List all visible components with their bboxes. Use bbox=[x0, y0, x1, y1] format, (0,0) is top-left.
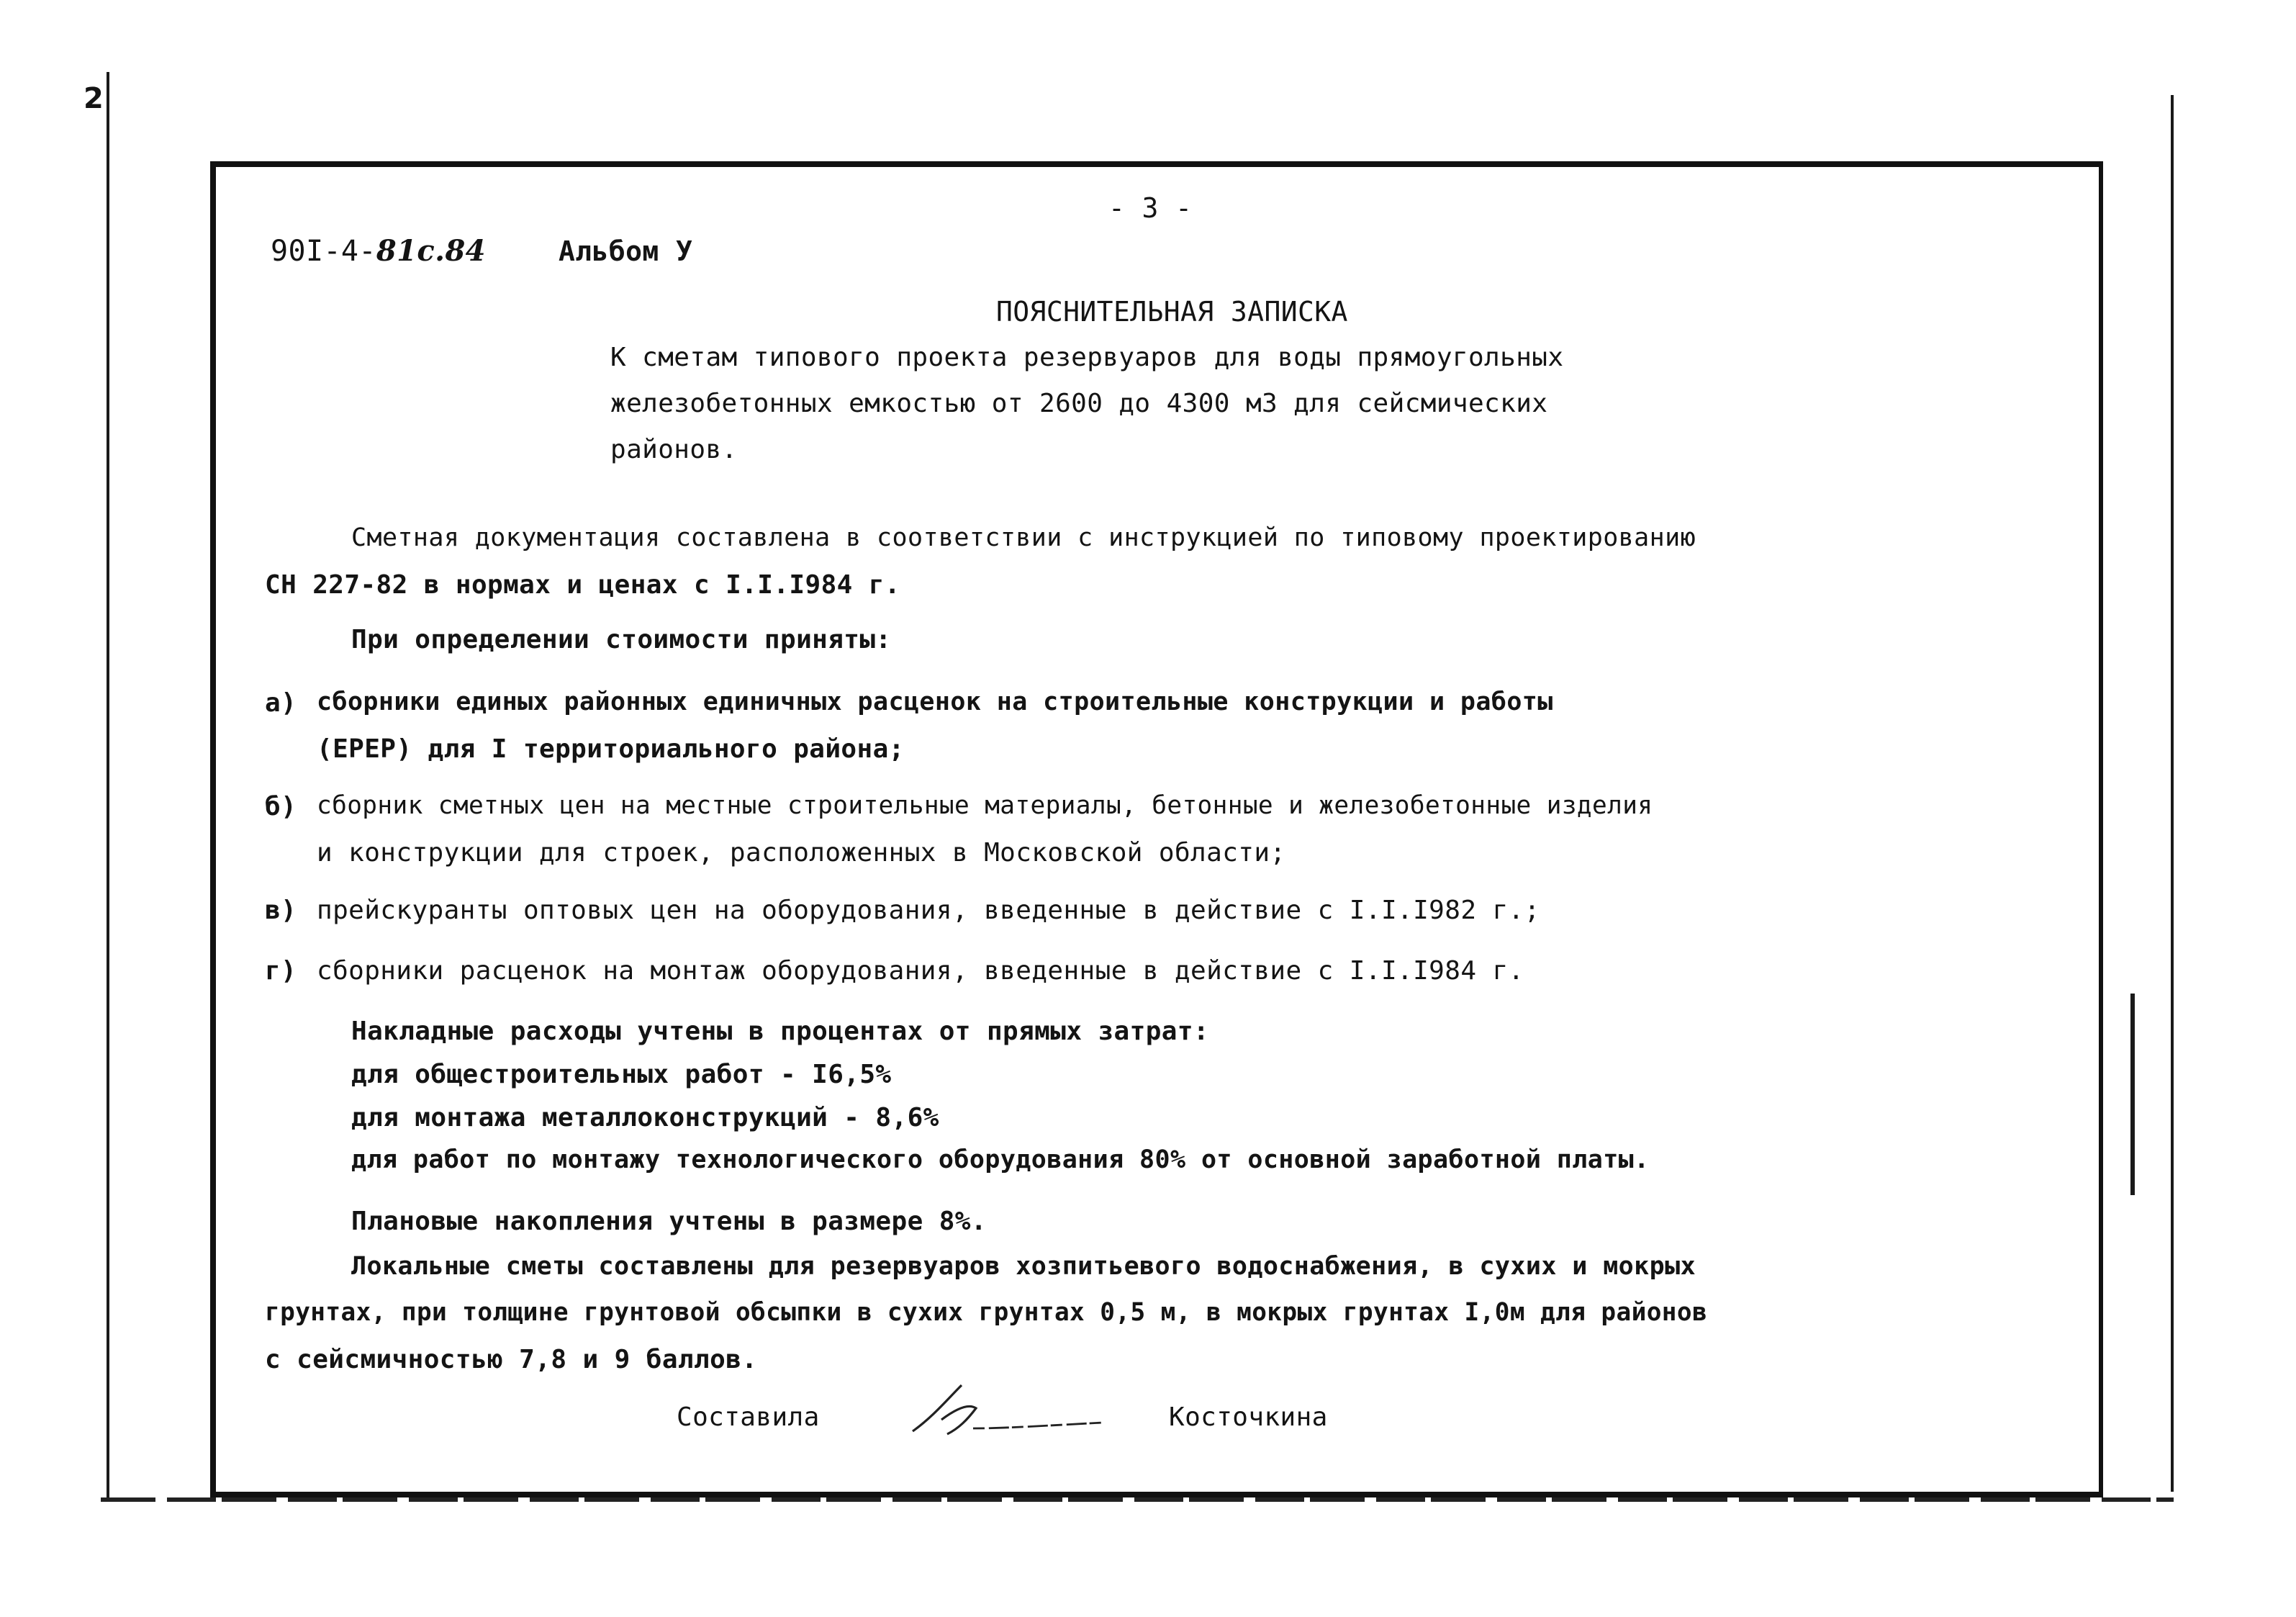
local-estimates-line-3: с сейсмичностью 7,8 и 9 баллов. bbox=[265, 1345, 758, 1375]
overhead-line-3: для монтажа металлоконструкций - 8,6% bbox=[351, 1103, 939, 1133]
subtitle-line-1: К сметам типового проекта резервуаров для воды прямоугольных bbox=[610, 343, 1564, 373]
signature-label: Составила bbox=[677, 1402, 820, 1433]
page-number: - 3 - bbox=[1108, 193, 1193, 225]
list-item-c-line-1: прейскуранты оптовых цен на оборудования, введенные в действие с I.I.I982 г.; bbox=[317, 896, 1540, 926]
local-estimates-line-1: Локальные сметы составлены для резервуаров хозпитьевого водоснабжения, в сухих и мокрых bbox=[351, 1253, 1696, 1282]
local-estimates-line-2: грунтах, при толщине грунтовой обсыпки в сухих грунтах 0,5 м, в мокрых грунтах I,0м для районов bbox=[265, 1299, 1708, 1328]
subtitle-line-2: железобетонных емкостью от 2600 до 4300 м3 для сейсмических bbox=[610, 389, 1548, 419]
list-item-b-line-1: сборник сметных цен на местные строительные материалы, бетонные и железобетонные изделия bbox=[317, 792, 1653, 821]
subtitle-line-3: районов. bbox=[610, 435, 738, 465]
right-margin-line bbox=[2171, 95, 2174, 1492]
signature-name: Косточкина bbox=[1169, 1402, 1328, 1433]
document-code-handwritten: 81с.84 bbox=[376, 233, 486, 268]
costs-accepted-heading: При определении стоимости приняты: bbox=[351, 625, 892, 655]
list-item-a-line-1: сборники единых районных единичных расценок на строительные конструкции и работы bbox=[317, 688, 1553, 717]
list-item-d-line-1: сборники расценок на монтаж оборудования, введенные в действие с I.I.I984 г. bbox=[317, 956, 1524, 986]
list-item-a-marker: а) bbox=[265, 688, 297, 719]
list-item-a-line-2: (ЕРЕР) для I территориального района; bbox=[317, 734, 905, 765]
planned-savings: Плановые накопления учтены в размере 8%. bbox=[351, 1207, 987, 1237]
list-item-b-line-2: и конструкции для строек, расположенных в Московской области; bbox=[317, 838, 1286, 868]
list-item-b-marker: б) bbox=[265, 792, 297, 822]
left-margin-line bbox=[107, 72, 109, 1497]
overhead-line-4: для работ по монтажу технологического оборудования 80% от основной заработной платы. bbox=[351, 1146, 1650, 1175]
document-code bbox=[271, 233, 486, 268]
page-title: ПОЯСНИТЕЛЬНАЯ ЗАПИСКА bbox=[996, 297, 1348, 328]
right-margin-tick bbox=[2130, 994, 2135, 1195]
overhead-line-2: для общестроительных работ - I6,5% bbox=[351, 1060, 892, 1090]
list-item-d-marker: г) bbox=[265, 956, 297, 986]
overhead-line-1: Накладные расходы учтены в процентах от прямых затрат: bbox=[351, 1017, 1209, 1047]
album-label: Альбом У bbox=[559, 236, 693, 268]
document-code-printed: 90I-4- bbox=[271, 233, 376, 268]
corner-mark: 2 bbox=[83, 81, 104, 115]
handwritten-signature bbox=[904, 1377, 1120, 1443]
list-item-c-marker: в) bbox=[265, 896, 297, 926]
intro-line-2: СН 227-82 в нормах и ценах с I.I.I984 г. bbox=[265, 570, 900, 600]
bottom-scan-line bbox=[101, 1497, 2174, 1502]
intro-line-1: Сметная документация составлена в соответствии с инструкцией по типовому проектированию bbox=[351, 524, 1696, 553]
